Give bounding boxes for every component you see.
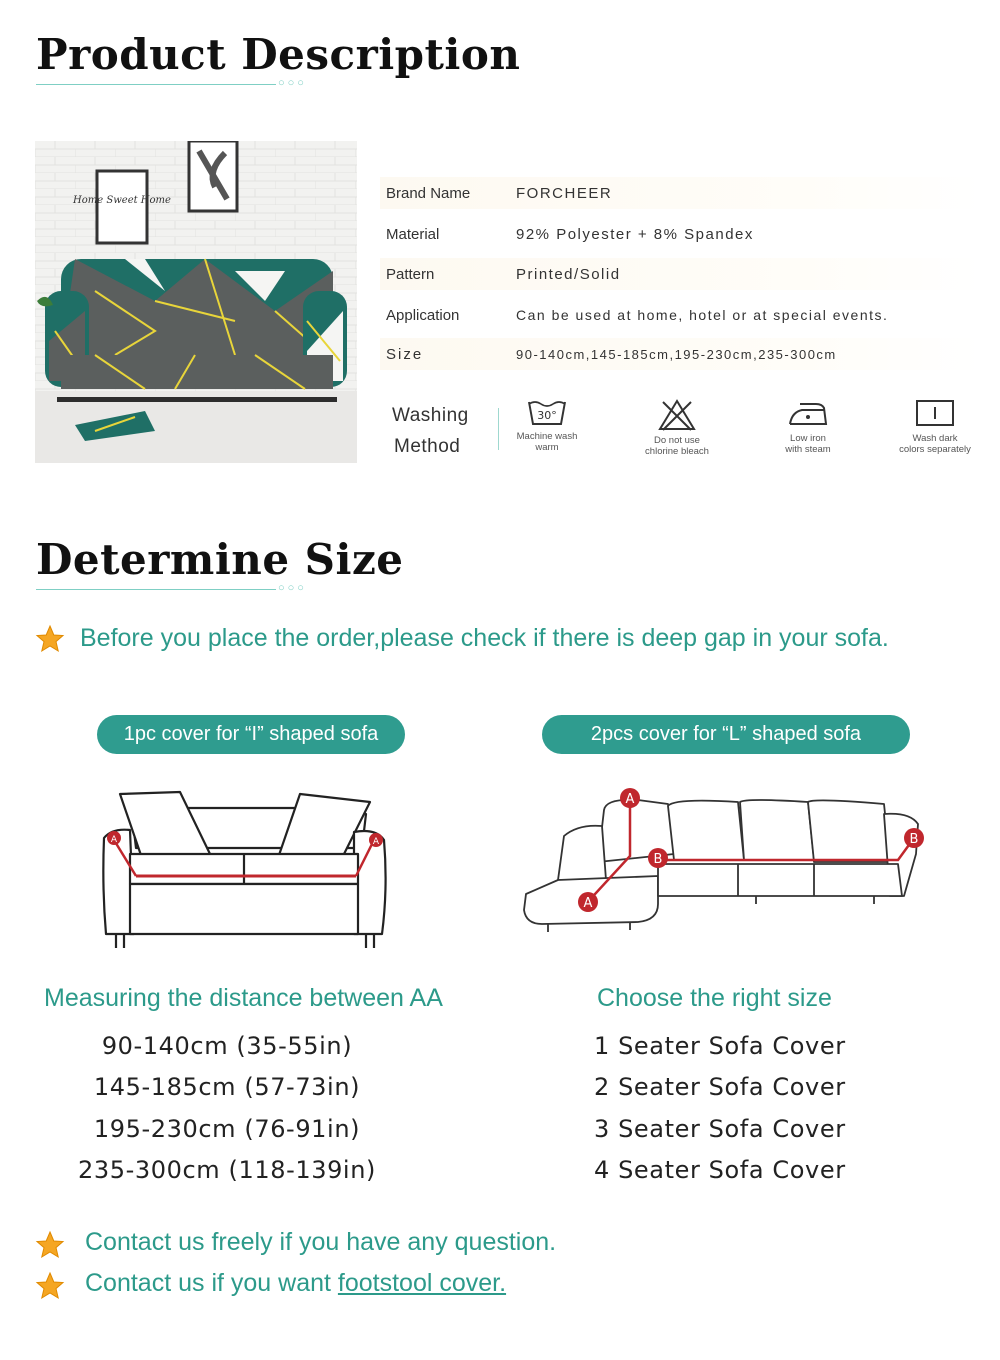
svg-text:A: A	[110, 835, 118, 845]
measure-heading: Measuring the distance between AA	[44, 984, 443, 1012]
seater-cover-3: 3 Seater Sofa Cover	[594, 1115, 846, 1143]
gap-notice: Before you place the order,please check if there is deep gap in your sofa.	[80, 624, 889, 652]
seater-cover-2: 2 Seater Sofa Cover	[594, 1073, 846, 1101]
washing-label-line1: Washing	[392, 405, 469, 426]
section-title-product: Product Description	[36, 30, 521, 79]
size-range-3: 195-230cm (76-91in)	[93, 1115, 361, 1143]
low-iron-icon	[786, 398, 830, 430]
star-icon	[35, 1230, 65, 1260]
spec-label: Size	[386, 345, 424, 363]
spec-label: Material	[386, 225, 440, 243]
spec-label: Application	[386, 306, 460, 324]
spec-value: FORCHEER	[516, 184, 613, 202]
title-underline-dots: ○○○	[278, 77, 307, 89]
l-shape-pill: 2pcs cover for “L” shaped sofa	[542, 715, 910, 754]
footstool-cover-link[interactable]: footstool cover.	[337, 1269, 507, 1297]
star-icon	[35, 1271, 65, 1301]
svg-text:A: A	[372, 837, 380, 847]
washing-method-label	[392, 400, 469, 462]
wash-caption: Low iron	[790, 433, 826, 444]
i-shape-sofa-diagram	[100, 788, 390, 952]
footstool-line	[85, 1269, 506, 1298]
spec-row-material	[380, 218, 982, 250]
wall-frame-left	[97, 171, 147, 243]
svg-text:B: B	[909, 832, 919, 847]
spec-value: 90-140cm,145-185cm,195-230cm,235-300cm	[516, 346, 837, 362]
size-range-2: 145-185cm (57-73in)	[93, 1073, 361, 1101]
spec-value: Can be used at home, hotel or at special events.	[516, 307, 889, 323]
wash-item-iron	[753, 398, 863, 455]
wash-caption: Do not use	[654, 435, 700, 446]
title-underline	[36, 84, 276, 85]
frame-art-text: Home Sweet Home	[73, 195, 171, 206]
wash-caption: chlorine bleach	[645, 446, 709, 457]
size-range-4: 235-300cm (118-139in)	[78, 1156, 376, 1184]
wash-caption: Wash dark	[912, 433, 958, 444]
svg-text:B: B	[653, 852, 663, 867]
spec-row-size	[380, 338, 982, 370]
washing-label-line2: Method	[394, 436, 461, 457]
spec-label: Brand Name	[386, 184, 471, 202]
i-shape-pill: 1pc cover for “I” shaped sofa	[97, 715, 405, 754]
spec-label: Pattern	[386, 265, 435, 283]
l-shape-sofa-diagram	[518, 784, 932, 944]
svg-text:A: A	[583, 896, 593, 911]
wash-caption: colors separately	[899, 444, 971, 455]
star-icon	[35, 624, 65, 654]
spec-row-pattern	[380, 258, 982, 290]
wash-item-bleach	[622, 398, 732, 457]
section-title-size: Determine Size	[36, 535, 404, 584]
choose-heading: Choose the right size	[597, 984, 832, 1012]
contact-line: Contact us freely if you have any question.	[85, 1228, 557, 1256]
wash-caption: warm	[535, 442, 559, 453]
size-range-1: 90-140cm (35-55in)	[101, 1032, 353, 1060]
no-bleach-icon	[657, 398, 697, 432]
spec-row-application	[380, 299, 982, 331]
footstool-prefix: Contact us if you want	[85, 1269, 338, 1297]
spec-row-brand	[380, 177, 982, 209]
svg-text:30°: 30°	[537, 409, 557, 422]
spec-value: 92% Polyester + 8% Spandex	[516, 225, 754, 243]
machine-wash-30-icon	[525, 398, 569, 428]
wash-item-machine	[492, 398, 602, 453]
seater-cover-1: 1 Seater Sofa Cover	[594, 1032, 846, 1060]
svg-text:A: A	[625, 792, 635, 807]
wash-item-separate	[880, 398, 990, 455]
seater-cover-4: 4 Seater Sofa Cover	[594, 1156, 846, 1184]
title-underline	[36, 589, 276, 590]
wash-separately-icon	[913, 398, 957, 430]
product-photo	[35, 141, 357, 463]
wash-caption: Machine wash	[516, 431, 578, 442]
title-underline-dots: ○○○	[278, 582, 307, 594]
sofa-illustration	[45, 259, 347, 402]
spec-value: Printed/Solid	[516, 265, 621, 283]
wash-caption: with steam	[785, 444, 831, 455]
